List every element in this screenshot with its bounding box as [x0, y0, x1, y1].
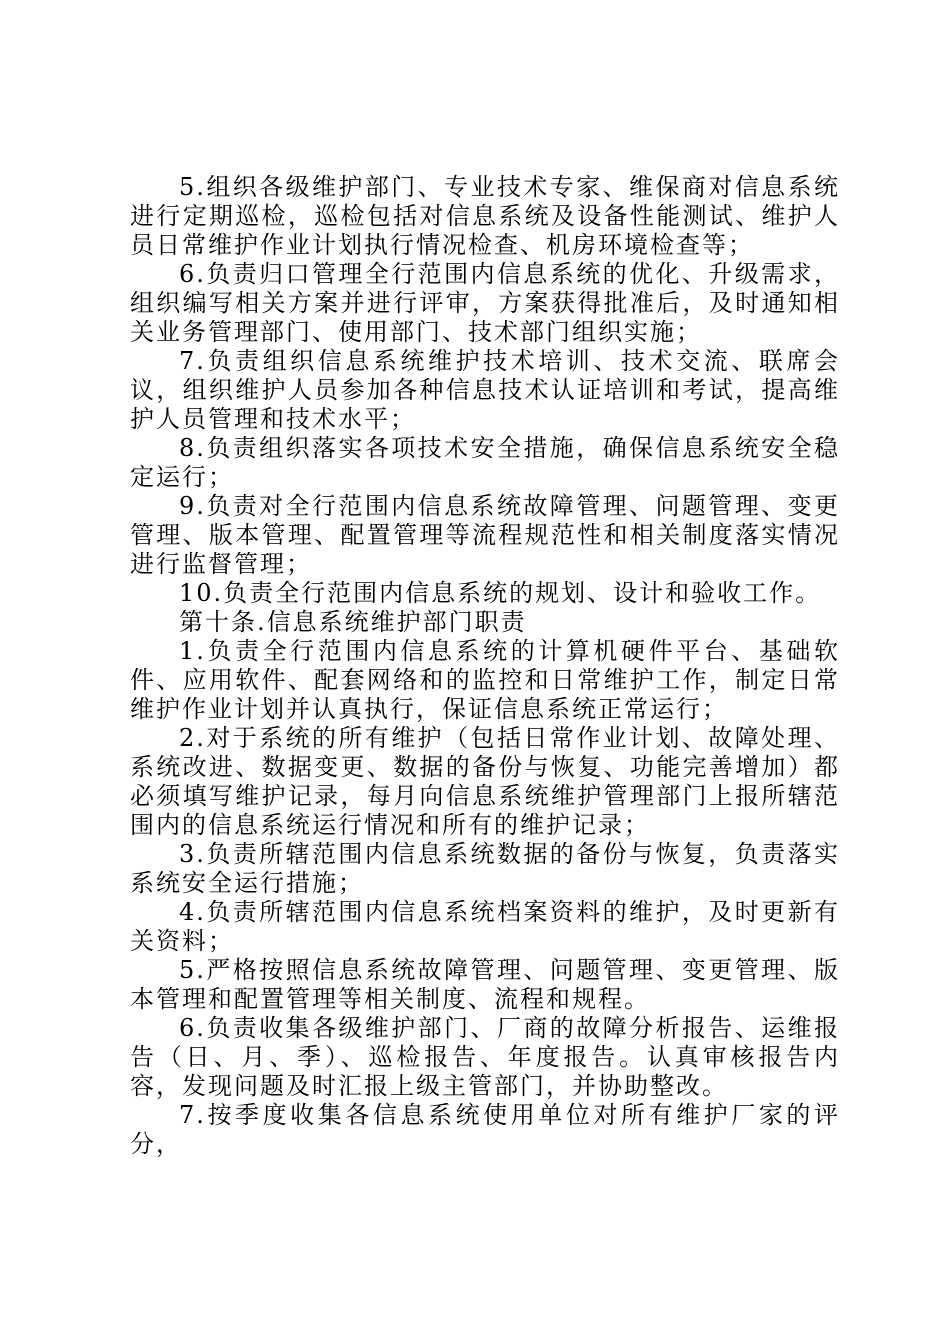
paragraph-item-9-supervision: 9.负责对全行范围内信息系统故障管理、问题管理、变更管理、版本管理、配置管理等流程规范性和相关制度落实情况进行监督管理； [130, 492, 840, 578]
paragraph-item-5-inspection: 5.组织各级维护部门、专业技术专家、维保商对信息系统进行定期巡检，巡检包括对信息系统及设备性能测试、维护人员日常维护作业计划执行情况检查、机房环境检查等； [130, 173, 840, 259]
paragraph-duty-5-compliance: 5.严格按照信息系统故障管理、问题管理、变更管理、版本管理和配置管理等相关制度、流程和规程。 [130, 956, 840, 1013]
paragraph-duty-1-maintenance: 1.负责全行范围内信息系统的计算机硬件平台、基础软件、应用软件、配套网络和的监控和日常维护工作，制定日常维护作业计划并认真执行，保证信息系统正常运行； [130, 637, 840, 723]
paragraph-duty-6-reports: 6.负责收集各级维护部门、厂商的故障分析报告、运维报告（日、月、季）、巡检报告、年度报告。认真审核报告内容，发现问题及时汇报上级主管部门，并协助整改。 [130, 1014, 840, 1100]
paragraph-duty-3-backup: 3.负责所辖范围内信息系统数据的备份与恢复，负责落实系统安全运行措施； [130, 840, 840, 897]
paragraph-item-6-optimization: 6.负责归口管理全行范围内信息系统的优化、升级需求，组织编写相关方案并进行评审，方案获得批准后，及时通知相关业务管理部门、使用部门、技术部门组织实施； [130, 260, 840, 346]
document-body [130, 173, 840, 1159]
paragraph-item-10-planning: 10.负责全行范围内信息系统的规划、设计和验收工作。 [179, 579, 822, 607]
paragraph-item-8-security: 8.负责组织落实各项技术安全措施，确保信息系统安全稳定运行； [130, 434, 840, 491]
section-heading-article-10: 第十条.信息系统维护部门职责 [179, 608, 527, 636]
paragraph-duty-2-records: 2.对于系统的所有维护（包括日常作业计划、故障处理、系统改进、数据变更、数据的备份与恢复、功能完善增加）都必须填写维护记录，每月向信息系统维护管理部门上报所辖范围内的信息系统运行情况和所有的维护记录； [130, 724, 840, 839]
paragraph-duty-7-vendor-scoring: 7.按季度收集各信息系统使用单位对所有维护厂家的评分， [130, 1101, 840, 1158]
paragraph-item-7-training: 7.负责组织信息系统维护技术培训、技术交流、联席会议，组织维护人员参加各种信息技术认证培训和考试，提高维护人员管理和技术水平； [130, 347, 840, 433]
paragraph-duty-4-archives: 4.负责所辖范围内信息系统档案资料的维护，及时更新有关资料； [130, 898, 840, 955]
